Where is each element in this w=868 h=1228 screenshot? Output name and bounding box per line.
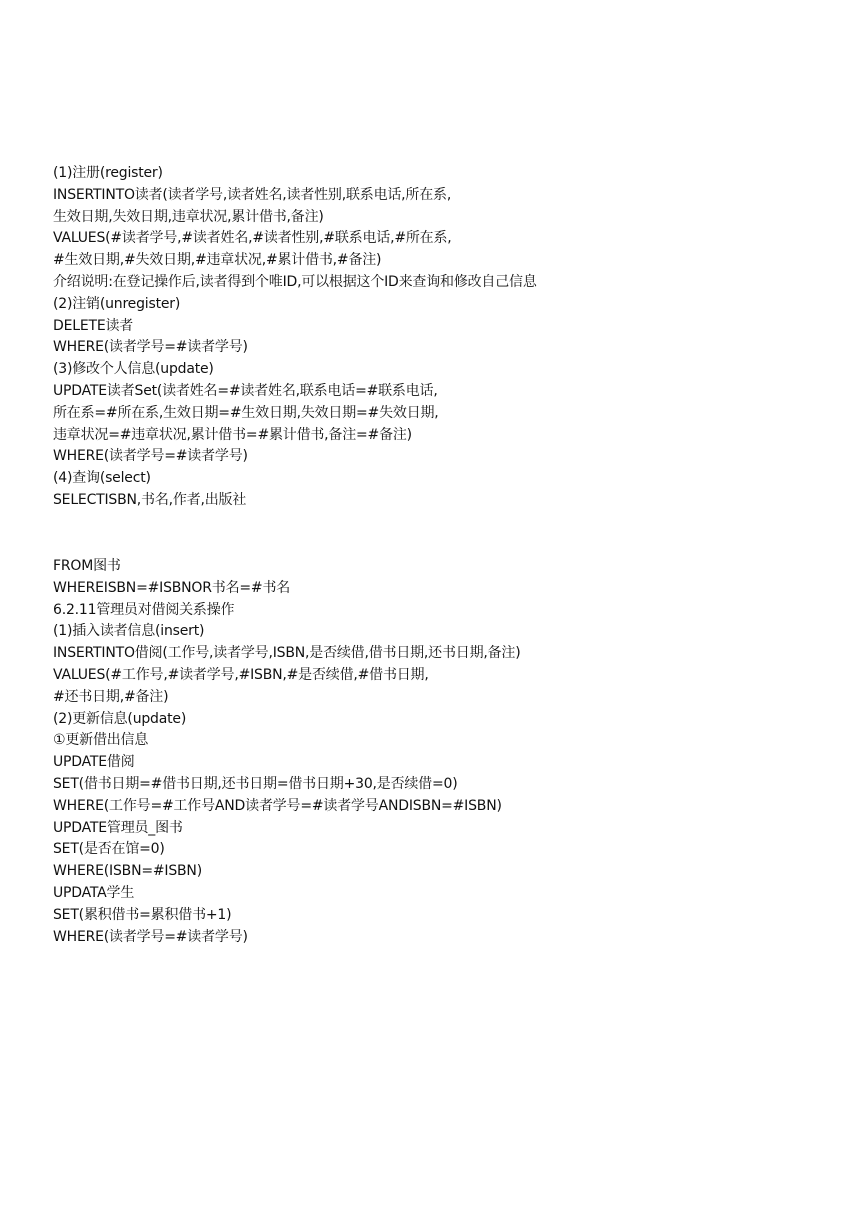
text-line: INSERTINTO借阅(工作号,读者学号,ISBN,是否续借,借书日期,还书日期,备注) — [53, 645, 521, 662]
text-line: #生效日期,#失效日期,#违章状况,#累计借书,#备注) — [53, 252, 382, 269]
text-line: WHERE(ISBN=#ISBN) — [53, 863, 202, 880]
text-line: FROM图书 — [53, 558, 121, 574]
text-block-lower — [53, 556, 833, 948]
text-line: VALUES(#读者学号,#读者姓名,#读者性别,#联系电话,#所在系, — [53, 230, 452, 247]
text-line: UPDATE读者Set(读者姓名=#读者姓名,联系电话=#联系电话, — [53, 382, 438, 399]
text-block-upper — [53, 163, 833, 512]
text-line: SELECTISBN,书名,作者,出版社 — [53, 491, 247, 508]
text-line: (2)更新信息(update) — [53, 710, 187, 727]
text-line: SET(借书日期=#借书日期,还书日期=借书日期+30,是否续借=0) — [53, 775, 458, 792]
text-line: 所在系=#所在系,生效日期=#生效日期,失效日期=#失效日期, — [53, 404, 439, 421]
text-line: VALUES(#工作号,#读者学号,#ISBN,#是否续借,#借书日期, — [53, 666, 429, 683]
text-line: ①更新借出信息 — [53, 732, 149, 749]
text-line: #还书日期,#备注) — [53, 688, 169, 705]
text-line: INSERTINTO读者(读者学号,读者姓名,读者性别,联系电话,所在系, — [53, 186, 452, 203]
text-line: WHERE(工作号=#工作号AND读者学号=#读者学号ANDISBN=#ISBN) — [53, 797, 502, 814]
text-line: 6.2.11管理员对借阅关系操作 — [53, 601, 235, 618]
text-line: (1)插入读者信息(insert) — [53, 623, 205, 640]
text-line: DELETE读者 — [53, 317, 134, 334]
text-line: UPDATE管理员_图书 — [53, 819, 183, 836]
text-line: WHERE(读者学号=#读者学号) — [53, 339, 248, 356]
text-line: 违章状况=#违章状况,累计借书=#累计借书,备注=#备注) — [53, 426, 412, 443]
text-line: (4)查询(select) — [53, 470, 151, 487]
text-line: WHERE(读者学号=#读者学号) — [53, 448, 248, 465]
text-line: (2)注销(unregister) — [53, 295, 181, 312]
text-line: 介绍说明:在登记操作后,读者得到个唯ID,可以根据这个ID来查询和修改自己信息 — [53, 273, 537, 290]
text-line: (1)注册(register) — [53, 165, 163, 181]
text-line: SET(是否在馆=0) — [53, 841, 165, 858]
text-line: UPDATA学生 — [53, 884, 135, 901]
text-line: WHERE(读者学号=#读者学号) — [53, 928, 248, 945]
text-line: 生效日期,失效日期,违章状况,累计借书,备注) — [53, 208, 324, 225]
text-line: (3)修改个人信息(update) — [53, 361, 214, 378]
text-line: UPDATE借阅 — [53, 754, 135, 771]
text-line: SET(累积借书=累积借书+1) — [53, 906, 232, 923]
text-line: WHEREISBN=#ISBNOR书名=#书名 — [53, 579, 291, 596]
